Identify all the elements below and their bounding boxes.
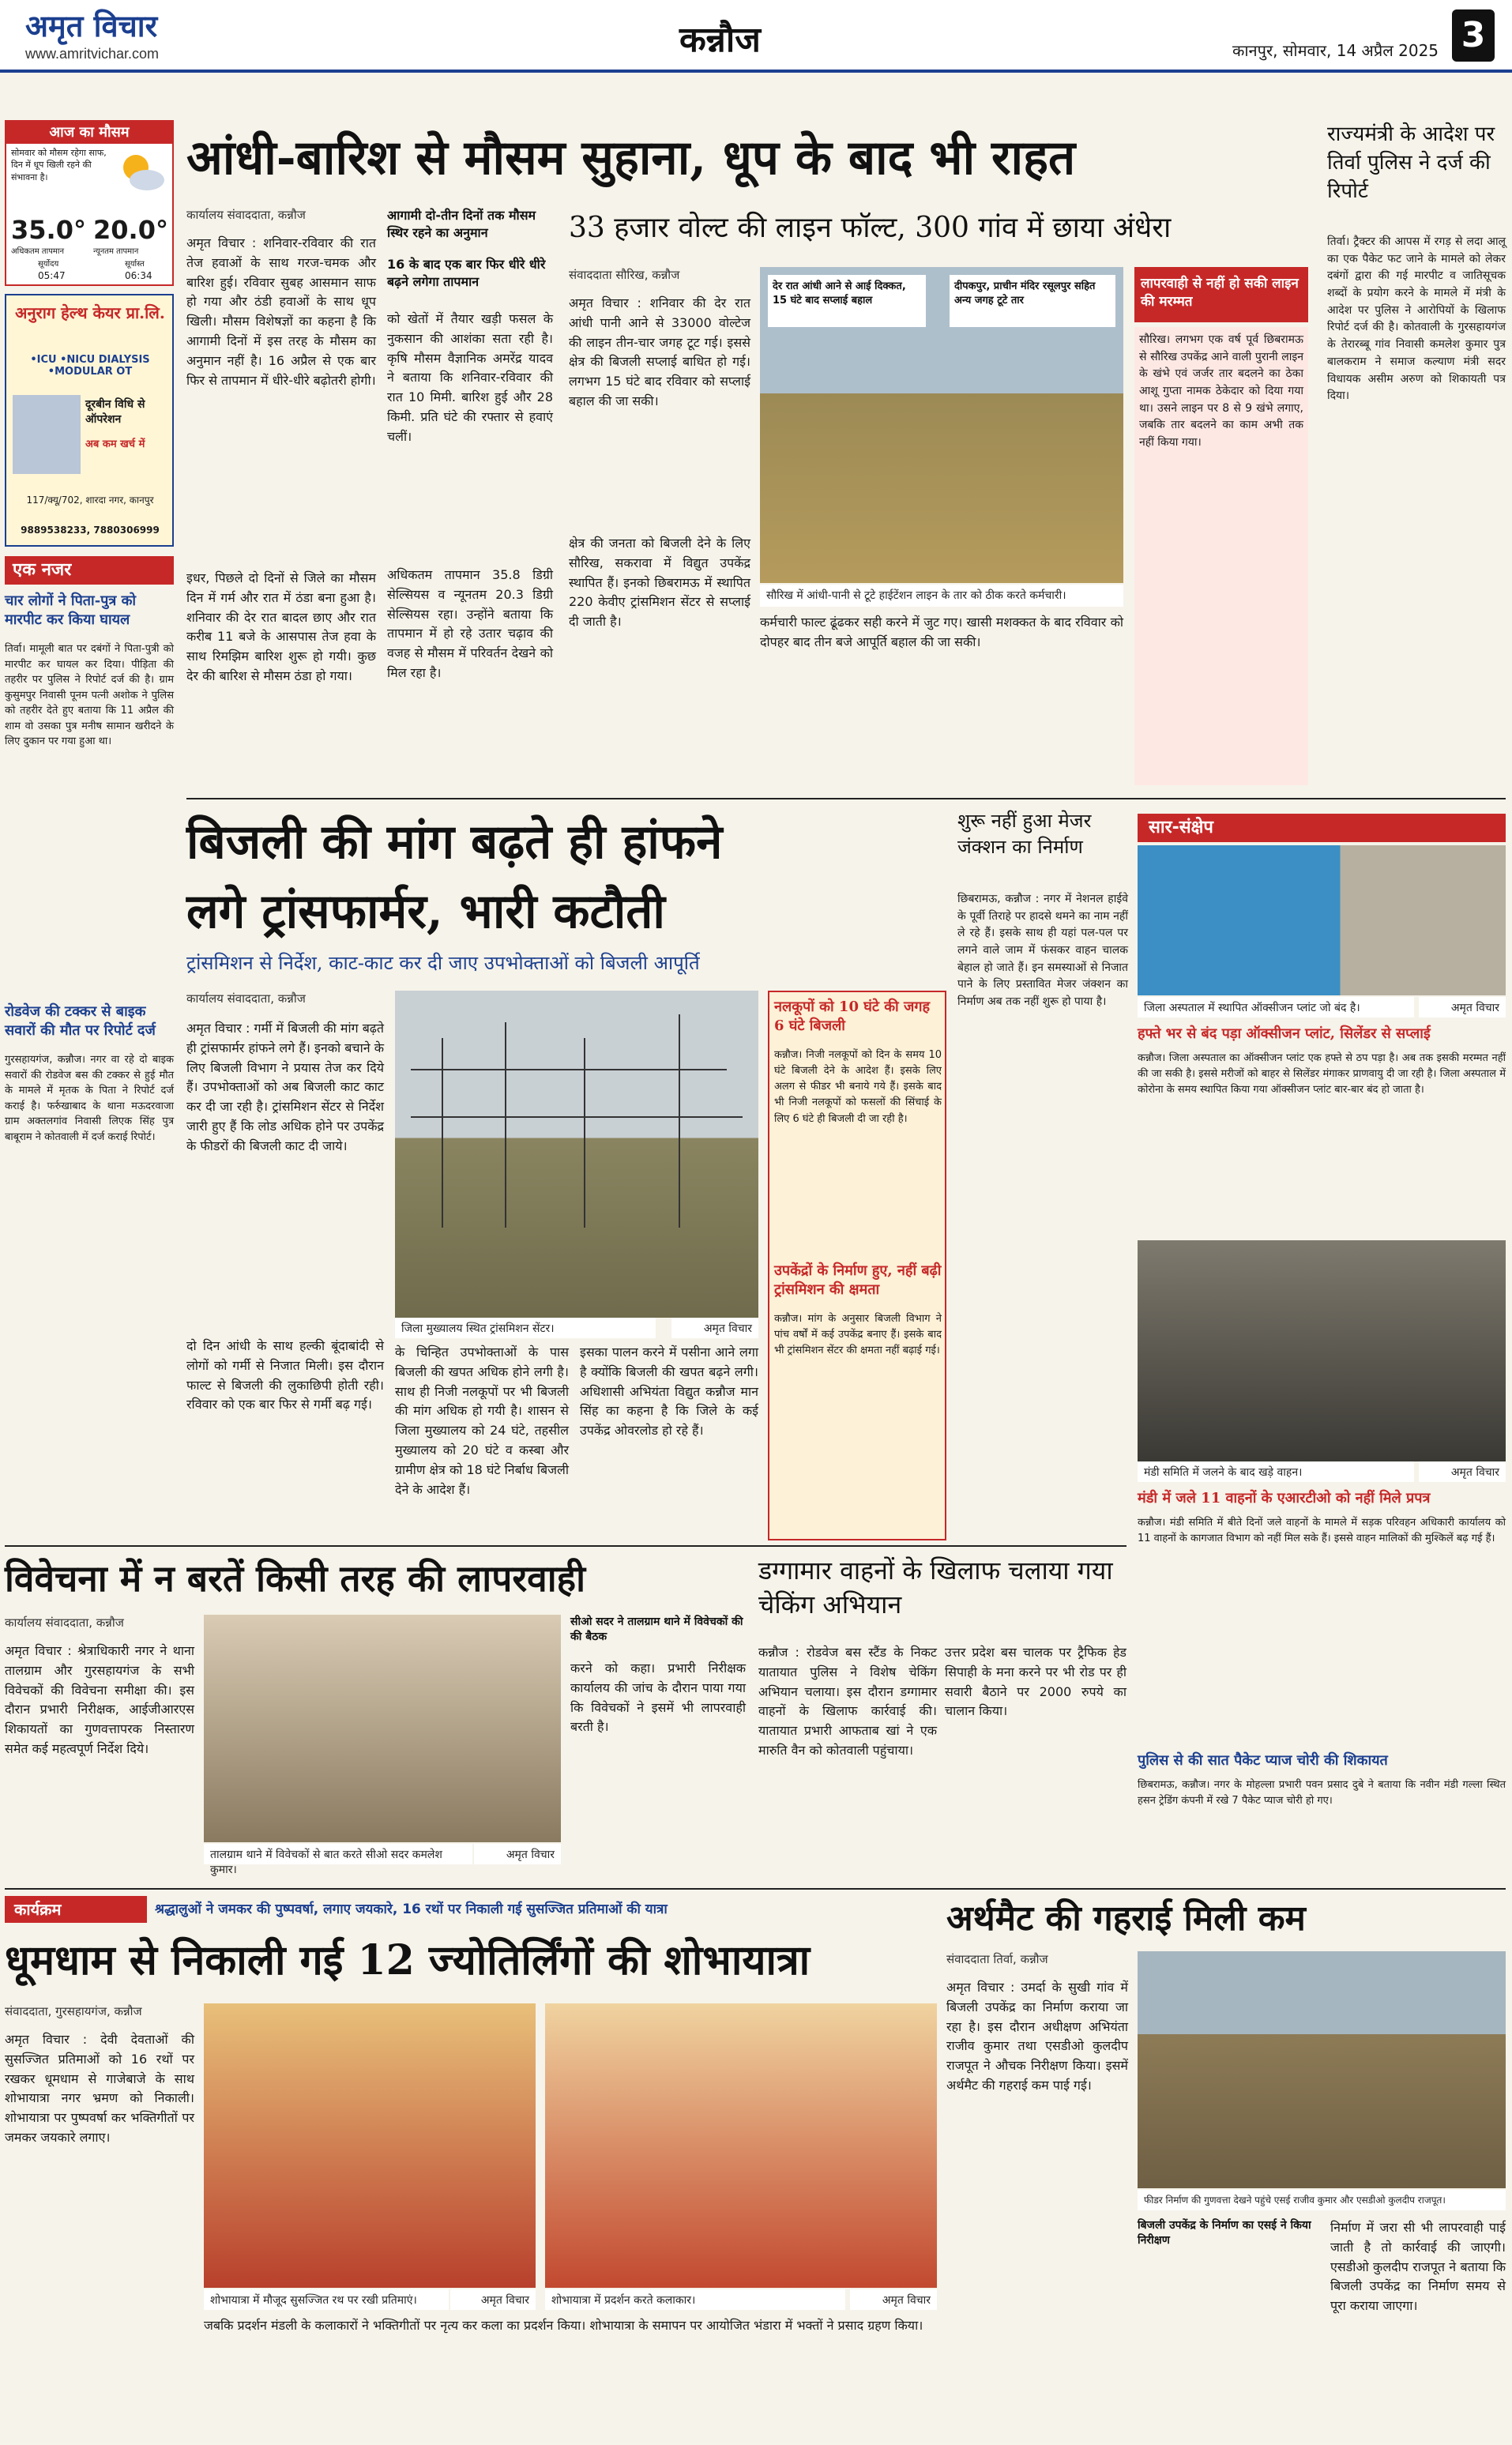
ek-nazar-1-text: तिर्वा। मामूली बात पर दबंगों ने पिता-पुत्री को मारपीट कर घायल कर दिया। पीड़िता की तहरीर पर पुलिस ने रिपोर्ट दर्ज की है। ग्राम कुसुमपुर निवासी पूनम पत्नी अशोक ने पुलिस को तहरीर देते हुए बताया कि 11 अप्रैल की शाम वो उसका पुत्र मनीष सामान खरीदने के लिए दुकान पर गया हुआ था। [5,643,174,747]
doctor-photo [13,395,81,474]
power-byline: संवाददाता सौरिख, कन्नौज [569,268,680,282]
ad-line2: दूरबीन विधि से ऑपरेशन [85,398,145,426]
minister-text: तिर्वा। ट्रैक्टर की आपस में रगड़ से लदा आलू का एक पैकेट फट जाने के मामले को लेकर दबंगों द्वारा की गई मारपीट व जातिसूचक शब्दों के प्रयोग करने के मामले में मंत्री के आदेश पर पुलिस ने आरोपियों के खिलाफ रिपोर्ट दर्ज की है। कोतवाली के गुरसहायगंज के तेरारब्बू गांव निवासी कमलेश कुमार पुत्र बालकराम ने समाज कल्याण मंत्री सदर विधायक असीम अरुण को शिकायती पत्र दिया। [1327,235,1506,403]
earth-text: अमृत विचार : उमर्दा के सुखी गांव में बिजली उपकेंद्र का निर्माण कराया जा रहा है। इस दौरान अधीक्षण अभियंता राजीव कुमार तथा एसडीओ कुलदीप राजपूत ने औचक निरीक्षण किया। इसमें अर्थमैट की गहराई कम पाई गई। [946,1980,1128,2093]
major-text: छिबरामऊ, कन्नौज : नगर में नेशनल हाईवे के पूर्वी तिराहे पर हादसे थमने का नाम नहीं ले रहे हैं। इसके साथ ही यहां पल-पल पर लगने वाले जाम में फंसकर वाहन चालक बेहाल हो जाते हैं। इन समस्याओं से निजात पाने के लिए प्रस्तावित मेजर जंक्शन का निर्माण अब तक नहीं शुरू हो पाया है। [957,893,1128,1009]
vivechana-text-2: करने को कहा। प्रभारी निरीक्षक कार्यालय की जांच के दौरान पाया गया कि विवेचकों ने इसमें भी लापरवाही बरती है। [570,1661,746,1735]
power-text-2: क्षेत्र की जनता को बिजली देने के लिए सौरिख, सकरावा में विद्युत उपकेंद्र स्थापित हैं। इनको छिबरामऊ में स्थापित 220 केवीए ट्रांसमिशन सेंटर से सप्लाई दी जाती है। [569,536,750,630]
procession-photo-1 [204,2003,536,2288]
max-temp: 35.0° [11,215,86,245]
transformer-credit: अमृत विचार [671,1318,758,1338]
karyakram-text-2: जबकि प्रदर्शन मंडली के कलाकारों ने भक्तिगीतों पर नृत्य कर कला का प्रदर्शन किया। शोभायात्रा के समापन पर आयोजित भंडारा में भक्तों ने प्रसाद ग्रहण किया। [204,2318,923,2333]
divider-2 [5,1545,1126,1547]
saar-credit: अमृत विचार [1419,997,1506,1017]
ad-services: •ICU •NICU DIALYSIS •MODULAR OT [30,354,150,378]
min-label: न्यूनतम तापमान [93,247,139,256]
earth-byline: संवाददाता तिर्वा, कन्नौज [946,1952,1048,1966]
ad-phone: 9889538233, 7880306999 [21,525,160,536]
saar-head: हफ्ते भर से बंद पड़ा ऑक्सीजन प्लांट, सिलेंडर से सप्लाई [1138,1025,1431,1042]
transformer-text-3: के चिन्हित उपभोक्ताओं के पास बिजली की खपत अधिक होने लगी है। साथ ही निजी नलकूपों पर भी बिजली की मांग अधिक हो गयी है। शासन से जिला मुख्यालय को 24 घंटे, तहसील मुख्यालय को 20 घंटे व कस्बा और ग्रामीण क्षेत्र को 18 घंटे निर्बाध बिजली देने के आदेश हैं। [395,1345,569,1497]
lead-headline: आंधी-बारिश से मौसम सुहाना, धूप के बाद भी राहत [186,130,1076,186]
karyakram-banner: श्रद्धालुओं ने जमकर की पुष्पवर्षा, लगाए जयकारे, 16 रथों पर निकाली गई सुसज्जित प्रतिमाओं की यात्रा [155,1901,668,1917]
page-number: 3 [1452,9,1495,62]
weather-title: आज का मौसम [6,122,172,144]
transformer-box2-text: कन्नौज। मांग के अनुसार बिजली विभाग ने पांच वर्षों में कई उपकेंद्र बनाए हैं। इसके बाद भी ट्रांसमिशन सेंटर की क्षमता नहीं बढ़ाई गई। [774,1313,942,1357]
oxygen-plant-photo [1138,845,1506,995]
vehicles-caption: मंडी समिति में जलने के बाद खड़े वाहन। [1138,1461,1414,1482]
lead-bullet-1: आगामी दो-तीन दिनों तक मौसम स्थिर रहने का अनुमान [387,208,536,240]
dagamar-headline: डग्गामार वाहनों के खिलाफ चलाया गया चेकिंग अभियान [758,1555,1113,1619]
earth-headline: अर्थमैट की गहराई मिली कम [946,1898,1306,1939]
power-side-text: सौरिख। लगभग एक वर्ष पूर्व छिबरामऊ से सौरिख उपकेंद्र आने वाली पुरानी लाइन के खंभे एवं जर्जर तार बदलने का ठेका आशू गुप्ता नामक ठेकेदार को दिया गया था। उसने लाइन पर 8 से 9 खंभे लगाए, जबकि तार बदलने का काम अभी तक नहीं किया गया। [1134,327,1308,785]
ad-name: अनुराग हेल्थ केयर प्रा.लि. [15,303,165,322]
lead-text-1: अमृत विचार : शनिवार-रविवार की रात तेज हवाओं के साथ गरज-चमक और बारिश हुई। रविवार सुबह आसमान साफ हो गया और ठंडी हवाओं के साथ धूप खिली। मौसम विशेषज्ञों का कहना है कि आगामी दिनों में इस तरह के मौसम का अनुमान नहीं है। 16 अप्रैल से एक बार फिर से तापमान में धीरे-धीरे बढ़ोतरी होगी। [186,235,376,388]
procession-photo-2 [545,2003,937,2288]
lead-byline: कार्यालय संवाददाता, कन्नौज [186,208,306,222]
vivechana-credit: अमृत विचार [474,1844,561,1864]
power-bullet-2: दीपकपुर, प्राचीन मंदिर रसूलपुर सहित अन्य जगह टूटे तार [950,275,1115,327]
ek-nazar-label: एक नजर [5,556,174,585]
sunrise-label: सूर्योदय [38,260,59,269]
masthead [0,0,1512,73]
vivechana-headline: विवेचना में न बरतें किसी तरह की लापरवाही [5,1557,585,1600]
karyakram-headline: धूमधाम से निकाली गई 12 ज्योतिर्लिंगों की शोभायात्रा [5,1936,811,1984]
ek-nazar-2-head: रोडवेज की टक्कर से बाइक सवारों की मौत पर रिपोर्ट दर्ज [5,1003,156,1039]
power-bullet-1: देर रात आंधी आने से आई दिक्कत, 15 घंटे बाद सप्लाई बहाल [768,275,926,327]
vehicles-head: मंडी में जले 11 वाहनों के एआरटीओ को नहीं मिले प्रपत्र [1138,1490,1431,1506]
power-text-3: कर्मचारी फाल्ट ढूंढकर सही करने में जुट गए। खासी मशक्कत के बाद रविवार को दोपहर बाद तीन बजे आपूर्ति बहाल की जा सकी। [760,615,1123,649]
saar-label: सार-संक्षेप [1138,814,1506,842]
ek-nazar-2-text: गुरसहायगंज, कन्नौज। नगर वा रहे दो बाइक सवारों की रोडवेज बस की टक्कर से हुई मौत के मामले में मृतक के पिता ने रिपोर्ट दर्ज कराई है। फर्रुखाबाद के थाना मऊदरवाजा ग्राम अक्तलगांव निवासी लिएक सिंह पुत्र बाबूराम ने कोतवाली में दर्ज कराई रिपोर्ट। [5,1054,174,1143]
transformer-box [768,991,946,1540]
saar-text: कन्नौज। जिला अस्पताल का ऑक्सीजन प्लांट एक हफ्ते से ठप पड़ा है। अब तक इसकी मरम्मत नहीं की जा सकी है। इससे मरीजों को बाहर से सिलेंडर मंगाकर प्राणवायु दी जा रही है। जिला अस्पताल में कोरोना के समय स्थापित किया गया ऑक्सीजन प्लांट बार-बार बंद हो जाता है। [1138,1052,1506,1096]
earth-photo [1138,1951,1506,2188]
vivechana-byline: कार्यालय संवाददाता, कन्नौज [5,1616,124,1630]
weather-desc: सोमवार को मौसम रहेगा साफ, दिन में धूप खिली रहने की संभावना है। [11,148,107,182]
earth-bullet: बिजली उपकेंद्र के निर्माण का एसई ने किया निरीक्षण [1138,2219,1311,2247]
major-headline: शुरू नहीं हुआ मेजर जंक्शन का निर्माण [957,810,1092,858]
power-side-head: लापरवाही से नहीं हो सकी लाइन की मरम्मत [1134,267,1308,322]
vivechana-text: अमृत विचार : श्रेत्राधिकारी नगर ने थाना तालग्राम और गुरसहायगंज के सभी विवेचकों की विवेचना समीक्षा की। इस दौरान प्रभारी निरीक्षक, आईजीआरएस शिकायतों का गुणवत्तापरक निस्तारण समेत कई महत्वपूर्ण निर्देश दिये। [5,1643,194,1756]
theft-text: छिबरामऊ, कन्नौज। नगर के मोहल्ला प्रभारी पवन प्रसाद दुबे ने बताया कि नवीन मंडी गल्ला स्थित हसन ट्रेडिंग कंपनी में रखे 7 पैकेट प्याज चोरी हो गए। [1138,1779,1506,1807]
transformer-box2-head: उपकेंद्रों के निर्माण हुए, नहीं बढ़ी ट्रांसमिशन की क्षमता [774,1262,942,1298]
divider-1 [186,798,1506,799]
hospital-ad[interactable] [5,294,174,547]
vehicles-credit: अमृत विचार [1419,1461,1506,1482]
section-title: कन्नौज [679,20,761,60]
ad-address: 117/क्यू/702, शारदा नगर, कानपुर [26,495,154,506]
dagamar-text-2: उत्तर प्रदेश बस चालक पर ट्रैफिक हेड सिपाही के मना करने पर भी रोड पर ही सवारी बैठाने पर 2000 रुपये का चालान किया। [945,1645,1126,1719]
transformer-box-text: कन्नौज। निजी नलकूपों को दिन के समय 10 घंटे बिजली देने के आदेश हैं। इसके लिए अलग से फीडर भी बनाये गये हैं। इसके बाद भी निजी नलकूपों को फसलों की सिंचाई के लिए 6 घंटे ही बिजली दी जा रही है। [774,1049,942,1125]
transformer-text-2: दो दिन आंधी के साथ हल्की बूंदाबांदी से लोगों को गर्मी से निजात मिली। इस दौरान फाल्ट से बिजली की लुकाछिपी होती रही। रविवार को एक बार फिर से गर्मी बढ़ गई। [186,1338,384,1412]
vivechana-photo [204,1615,561,1842]
lead-text-3: को खेतों में तैयार खड़ी फसल के नुकसान की आशंका सता रही है। कृषि मौसम वैज्ञानिक अमरेंद्र यादव ने बताया कि शनिवार-रविवार की रात 10 मिमी. बारिश हुई और 28 किमी. प्रति घंटे की रफ्तार से हवाएं चलीं। [387,311,553,444]
power-headline: 33 हजार वोल्ट की लाइन फॉल्ट, 300 गांव में छाया अंधेरा [569,212,1172,244]
transformer-photo [395,991,758,1318]
dagamar-text: कन्नौज : रोडवेज बस स्टैंड के निकट यातायात पुलिस ने विशेष चेकिंग अभियान चलाया। इस दौरान डग्गामार वाहनों के खिलाफ कार्रवाई की। यातायात प्रभारी आफताब खां ने एक मारुति वैन को कोतवाली पहुंचाया। [758,1645,937,1758]
power-photo [760,267,1123,583]
lead-text-4: अधिकतम तापमान 35.8 डिग्री सेल्सियस व न्यूनतम 20.3 डिग्री सेल्सियस रहा। उन्होंने बताया कि तापमान में हो रहे उतार चढ़ाव की वजह से मौसम में परिवर्तन देखने को मिल रहा है। [387,567,553,680]
vivechana-caption: तालग्राम थाने में विवेचकों से बात करते सीओ सदर कमलेश कुमार। [204,1844,472,1864]
transformer-byline: कार्यालय संवाददाता, कन्नौज [186,991,306,1006]
transformer-caption: जिला मुख्यालय स्थित ट्रांसमिशन सेंटर। [395,1318,656,1338]
transformer-headline-1: बिजली की मांग बढ़ते ही हांफने [186,814,723,870]
dateline: कानपुर, सोमवार, 14 अप्रैल 2025 [1232,41,1439,60]
brand-url[interactable]: www.amritvichar.com [25,46,160,62]
earth-caption: फीडर निर्माण की गुणवत्ता देखने पहुंचे एसई राजीव कुमार और एसडीओ कुलदीप राजपूत। [1138,2190,1506,2210]
transformer-text-1: अमृत विचार : गर्मी में बिजली की मांग बढ़ते ही ट्रांसफार्मर हांफने लगे हैं। इनको बचाने के लिए बिजली विभाग ने प्रयास तेज कर दिये हैं। उपभोक्ताओं को अब बिजली काट काट कर दी जा रही है। ट्रांसमिशन सेंटर से निर्देश जारी हुए हैं कि लोड अधिक होने पर उपकेंद्र के फीडरों की बिजली काट दी जाये। [186,1021,384,1153]
burnt-vehicles-photo [1138,1240,1506,1461]
ad-line3: अब कम खर्च में [85,438,145,450]
ek-nazar-1-head: चार लोगों ने पिता-पुत्र को मारपीट कर किया घायल [5,592,137,628]
karyakram-label: कार्यक्रम [5,1896,147,1923]
weather-box [5,120,174,286]
theft-head: पुलिस से की सात पैकेट प्याज चोरी की शिकायत [1138,1752,1388,1769]
sun-cloud-icon [117,150,166,194]
karyakram-credit-1: अमृत विचार [450,2289,536,2310]
earth-text-2: निर्माण में जरा सी भी लापरवाही पाई जाती है तो कार्रवाई की जाएगी। एसडीओ कुलदीप राजपूत ने बताया कि बिजली उपकेंद्र का निर्माण समय से पूरा कराया जाएगा। [1330,2220,1506,2314]
karyakram-byline: संवाददाता, गुरसहायगंज, कन्नौज [5,2004,142,2018]
transformer-headline-2: लगे ट्रांसफार्मर, भारी कटौती [186,884,665,939]
min-temp: 20.0° [93,215,168,245]
sunrise-value: 05:47 [38,270,66,281]
lead-bullet-2: 16 के बाद एक बार फिर धीरे धीरे बढ़ने लगेगा तापमान [387,257,546,289]
minister-headline: राज्यमंत्री के आदेश पर तिर्वा पुलिस ने दर्ज की रिपोर्ट [1327,122,1495,203]
sunset-label: सूर्यास्त [125,260,145,269]
transmission-tower-icon [395,991,758,1318]
karyakram-caption-1: शोभायात्रा में मौजूद सुसज्जित रथ पर रखी प्रतिमाएं। [204,2289,449,2310]
divider-3 [5,1888,1506,1890]
transformer-text-4: इसका पालन करने में पसीना आने लगा है क्योंकि बिजली की खपत बढ़ने लगी। अधिशासी अभियंता विद्युत कन्नौज मान सिंह का कहना है कि जिले के कई उपकेंद्र ओवरलोड हो रहे हैं। [580,1345,758,1439]
max-label: अधिकतम तापमान [11,247,65,256]
transformer-box-head: नलकूपों को 10 घंटे की जगह 6 घंटे बिजली [774,999,931,1034]
brand-logo[interactable]: अमृत विचार [25,8,158,43]
saar-caption: जिला अस्पताल में स्थापित ऑक्सीजन प्लांट जो बंद है। [1138,997,1414,1017]
sunset-value: 06:34 [125,270,152,281]
vehicles-text: कन्नौज। मंडी समिति में बीते दिनों जले वाहनों के मामले में सड़क परिवहन अधिकारी कार्यालय को 11 वाहनों के कागजात विभाग को नहीं मिल सके हैं। इससे वाहन मालिकों की मुश्किलें बढ़ गई हैं। [1138,1517,1506,1545]
transformer-subhead: ट्रांसमिशन से निर्देश, काट-काट कर दी जाए उपभोक्ताओं को बिजली आपूर्ति [186,952,700,974]
karyakram-credit-2: अमृत विचार [850,2289,937,2310]
karyakram-caption-2: शोभायात्रा में प्रदर्शन करते कलाकार। [545,2289,845,2310]
power-caption: सौरिख में आंधी-पानी से टूटे हाईटेंशन लाइन के तार को ठीक करते कर्मचारी। [760,585,1123,607]
vivechana-bullet: सीओ सदर ने तालग्राम थाने में विवेचकों की की बैठक [570,1616,743,1643]
karyakram-text: अमृत विचार : देवी देवताओं की सुसज्जित प्रतिमाओं को 16 रथों पर रखकर धूमधाम से गाजेबाजे के साथ शोभायात्रा नगर भ्रमण को निकाली। शोभायात्रा पर पुष्पवर्षा कर भक्तिगीतों पर जमकर जयकारे लगाए। [5,2032,194,2145]
lead-text-2: इधर, पिछले दो दिनों से जिले का मौसम दिन में गर्म और रात में ठंडा बना हुआ है। शनिवार की देर रात बादल छाए और रात करीब 11 बजे के आसपास तेज हवा के साथ रिमझिम बारिश शुरू हो गयी। कुछ देर की बारिश से मौसम ठंडा हो गया। [186,570,376,683]
power-text-1: अमृत विचार : शनिवार की देर रात आंधी पानी आने से 33000 वोल्टेज की लाइन तीन-चार जगह टूट गई। इससे क्षेत्र की बिजली सप्लाई बाधित हो गई। लगभग 15 घंटे बाद रविवार को सप्लाई बहाल की जा सकी। [569,295,750,408]
